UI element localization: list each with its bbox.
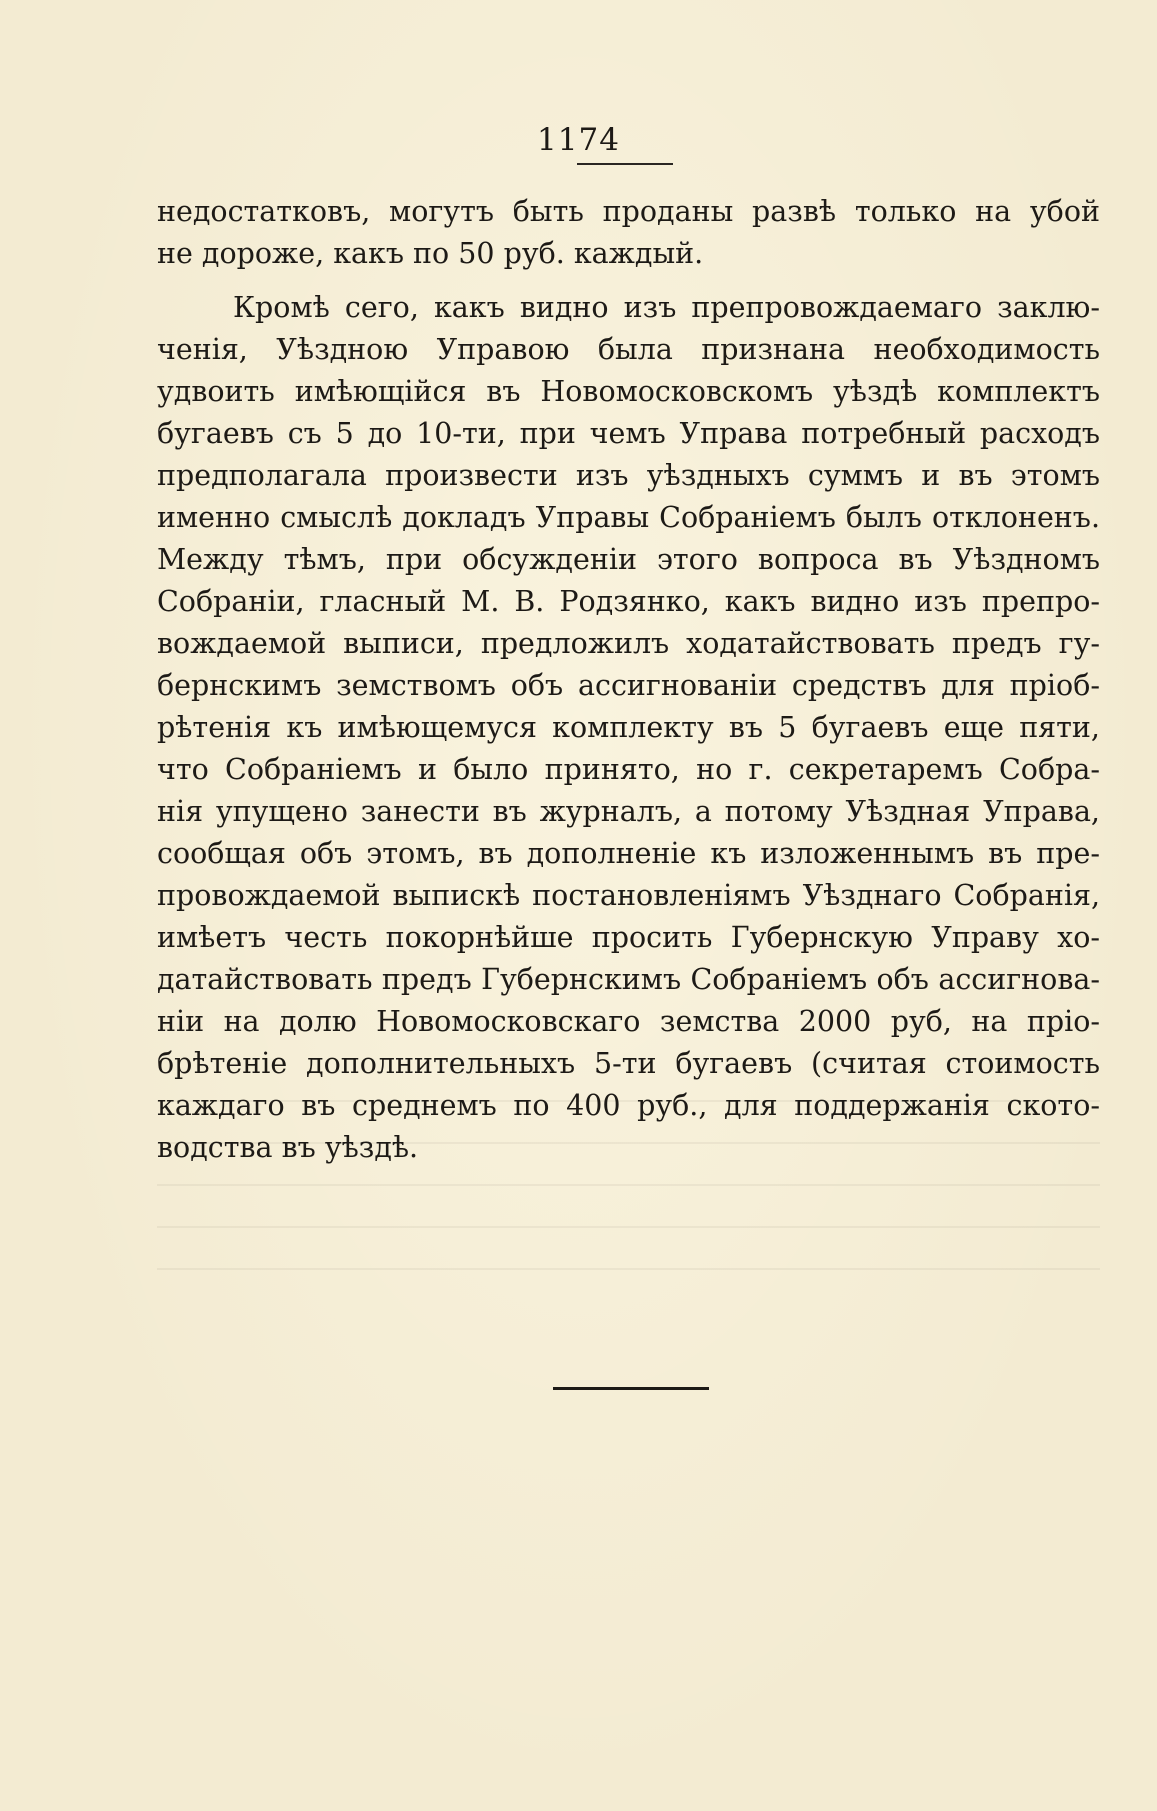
text-line: удвоить имѣющійся въ Новомосковскомъ уѣздѣ комплектъ: [157, 375, 1100, 408]
text-line: брѣтеніе дополнительныхъ 5-ти бугаевъ (считая стоимость: [157, 1047, 1100, 1080]
page-number-rule: [577, 163, 673, 165]
text-line: имѣетъ честь покорнѣйше просить Губернскую Управу хо-: [157, 921, 1100, 954]
text-line: именно смыслѣ докладъ Управы Собраніемъ былъ отклоненъ.: [157, 501, 1100, 534]
body-text: [157, 191, 1100, 1169]
text-line: недостатковъ, могутъ быть проданы развѣ только на убой: [157, 195, 1100, 228]
text-line: что Собраніемъ и было принято, но г. секретаремъ Собра-: [157, 753, 1100, 786]
text-line: ченія, Уѣздною Управою была признана необходимость: [157, 333, 1100, 366]
text-line: бугаевъ съ 5 до 10-ти, при чемъ Управа потребный расходъ: [157, 417, 1100, 450]
text-line: вождаемой выписи, предложилъ ходатайствовать предъ гу-: [157, 627, 1100, 660]
paragraph-gap: [157, 275, 1100, 287]
text-line: датайствовать предъ Губернскимъ Собраніемъ объ ассигнова-: [157, 963, 1100, 996]
section-end-rule: [553, 1387, 709, 1390]
text-line: бернскимъ земствомъ объ ассигнованіи средствъ для пріоб-: [157, 669, 1100, 702]
text-line: Между тѣмъ, при обсужденіи этого вопроса въ Уѣздномъ: [157, 543, 1100, 576]
text-line: сообщая объ этомъ, въ дополненіе къ изложеннымъ въ пре-: [157, 837, 1100, 870]
text-line: нія упущено занести въ журналъ, а потому Уѣздная Управа,: [157, 795, 1100, 828]
text-line: провождаемой выпискѣ постановленіямъ Уѣзднаго Собранія,: [157, 879, 1100, 912]
text-line: ніи на долю Новомосковскаго земства 2000 руб, на пріо-: [157, 1005, 1100, 1038]
text-line: Собраніи, гласный М. В. Родзянко, какъ видно изъ препро-: [157, 585, 1100, 618]
text-line: Кромѣ сего, какъ видно изъ препровождаемаго заклю-: [233, 291, 1100, 324]
text-line: рѣтенія къ имѣющемуся комплекту въ 5 бугаевъ еще пяти,: [157, 711, 1100, 744]
text-line: каждаго въ среднемъ по 400 руб., для поддержанія ското-: [157, 1089, 1100, 1122]
page-number: 1174: [537, 122, 620, 158]
text-line: предполагала произвести изъ уѣздныхъ суммъ и въ этомъ: [157, 459, 1100, 492]
text-line: водства въ уѣздѣ.: [157, 1131, 419, 1164]
text-line: не дороже, какъ по 50 руб. каждый.: [157, 237, 704, 270]
